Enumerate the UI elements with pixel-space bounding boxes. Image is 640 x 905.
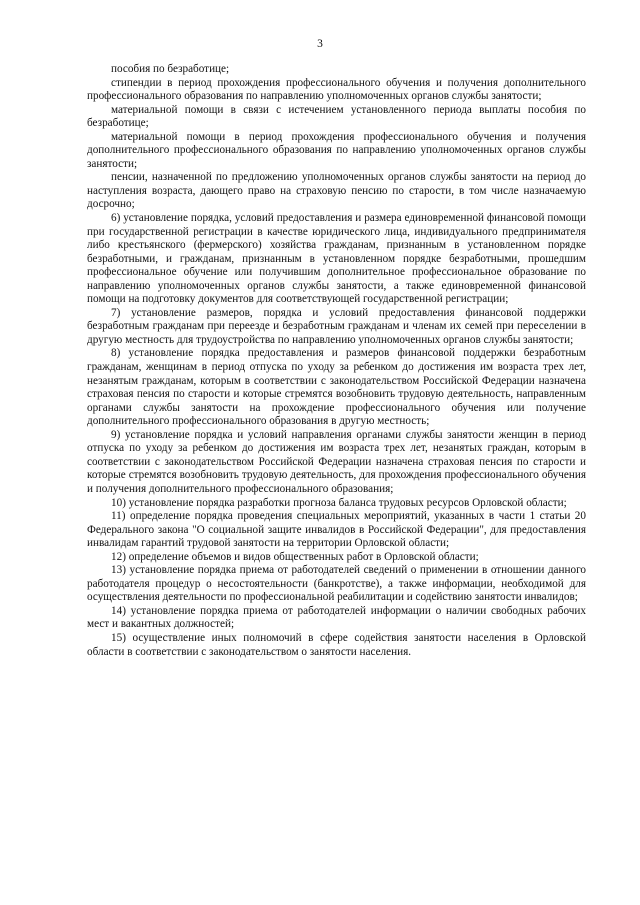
page-number: 3 (317, 38, 323, 50)
paragraph: 9) установление порядка и условий направления органами службы занятости женщин в период отпуска по уходу за ребенком до достижения им возраста трех лет, незанятых граждан, которым в соответствии с законодательством Российской Федерации назначена страховая пенсия по старости и которые стремятся возобновить трудовую деятельность, для прохождения профессионального обучения и получения дополнительного профессионального образования; (87, 428, 586, 495)
paragraph: 15) осуществление иных полномочий в сфере содействия занятости населения в Орловской области в соответствии с законодательством о занятости населения. (87, 631, 586, 658)
paragraph: материальной помощи в период прохождения профессионального обучения и получения дополнительного профессионального образования по направлению уполномоченных органов службы занятости; (87, 130, 586, 170)
paragraph: материальной помощи в связи с истечением установленного периода выплаты пособия по безработице; (87, 103, 586, 130)
paragraph: 8) установление порядка предоставления и размеров финансовой поддержки безработным гражданам, женщинам в период отпуска по уходу за ребенком до достижения им возраста трех лет, незанятым гражданам, которым в соответствии с законодательством Российской Федерации назначена страховая пенсия по старости и которые стремятся возобновить трудовую деятельность, направленным органами службы занятости на прохождение профессионального обучения или получение дополнительного профессионального образования в другую местность; (87, 347, 586, 428)
paragraph: пенсии, назначенной по предложению уполномоченных органов службы занятости на период до наступления возраста, дающего право на страховую пенсию по старости, в том числе назначаемую досрочно; (87, 171, 586, 211)
paragraph: 13) установление порядка приема от работодателей сведений о применении в отношении данного работодателя процедур о несостоятельности (банкротстве), а также информации, необходимой для осуществления деятельности по профессиональной реабилитации и содействию занятости инвалидов; (87, 564, 586, 604)
paragraph: 14) установление порядка приема от работодателей информации о наличии свободных рабочих мест и вакантных должностей; (87, 604, 586, 631)
paragraph: стипендии в период прохождения профессионального обучения и получения дополнительного профессионального образования по направлению уполномоченных органов службы занятости; (87, 76, 586, 103)
paragraph: 6) установление порядка, условий предоставления и размера единовременной финансовой помощи при государственной регистрации в качестве юридического лица, индивидуального предпринимателя либо крестьянского (фермерского) хозяйства гражданам, признанным в установленном порядке безработными, и гражданам, признанным в установленном порядке безработными, прошедшим профессиональное обучение или получившим дополнительное профессиональное образование по направлению уполномоченных органов службы занятости, а также единовременной финансовой помощи на подготовку документов для соответствующей государственной регистрации; (87, 212, 586, 306)
paragraph: 12) определение объемов и видов общественных работ в Орловской области; (111, 550, 479, 563)
paragraph: 11) определение порядка проведения специальных мероприятий, указанных в части 1 статьи 20 Федерального закона "О социальной защите инвалидов в Российской Федерации", для предоставления инвалидам гарантий трудовой занятости на территории Орловской области; (87, 510, 586, 550)
paragraph: 7) установление размеров, порядка и условий предоставления финансовой поддержки безработным гражданам при переезде и безработным гражданам и членам их семей при переселении в другую местность для трудоустройства по направлению уполномоченных органов службы занятости; (87, 306, 586, 346)
paragraph: пособия по безработице; (111, 63, 230, 75)
document-body (87, 63, 586, 659)
paragraph: 10) установление порядка разработки прогноза баланса трудовых ресурсов Орловской области; (111, 496, 567, 509)
